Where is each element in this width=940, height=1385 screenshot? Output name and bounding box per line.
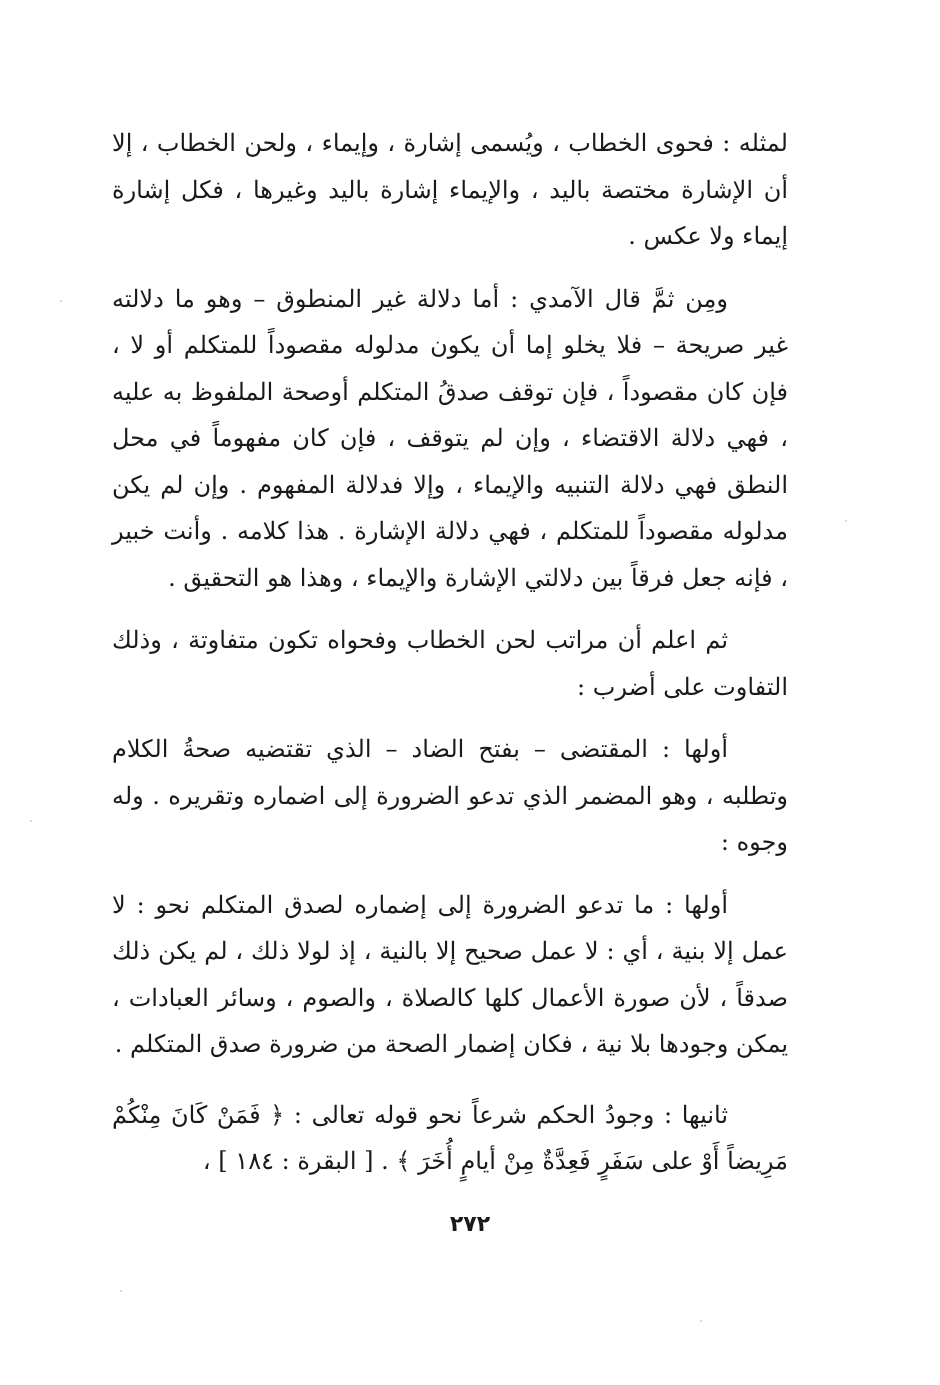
scan-speck bbox=[120, 1290, 122, 1292]
paragraph-3: ثم اعلم أن مراتب لحن الخطاب وفحواه تكون متفاوتة ، وذلك التفاوت على أضرب : bbox=[112, 626, 788, 701]
paragraph-6: ثانيها : وجودُ الحكم شرعاً نحو قوله تعالى : ﴿ فَمَنْ كَانَ مِنْكُمْ مَرِيضاً أَوْ على سَفَرٍ فَعِدَّةٌ مِنْ أيامٍ أُخَرَ ﴾ . [ البقرة : ١٨٤ ] ، bbox=[112, 1100, 788, 1175]
paragraph-2: ومِن ثمَّ قال الآمدي : أما دلالة غير المنطوق – وهو ما دلالته غير صريحة – فلا يخلو إما أن يكون مدلوله مقصوداً للمتكلم أو لا ، فإن كان مقصوداً ، فإن توقف صدقُ المتكلم أوصحة الملفوظ به عليه ، فهي دلالة الاقتضاء ، وإن لم يتوقف ، فإن كان مفهوماً في محل النطق فهي دلالة التنبيه والإيماء ، وإلا فدلالة المفهوم . وإن لم يكن مدلوله مقصوداً للمتكلم ، فهي دلالة الإشارة . هذا كلامه . وأنت خبير ، فإنه جعل فرقاً بين دلالتي الإشارة والإيماء ، وهذا هو التحقيق . bbox=[112, 284, 789, 592]
paragraph-4: أولها : المقتضى – بفتح الضاد – الذي تقتضيه صحةُ الكلام وتطلبه ، وهو المضمر الذي تدعو الضرورة إلى اضماره وتقريره . وله وجوه : bbox=[112, 735, 788, 856]
scan-speck bbox=[60, 300, 62, 302]
paragraph-1: لمثله : فحوى الخطاب ، ويُسمى إشارة ، وإيماء ، ولحن الخطاب ، إلا أن الإشارة مختصة باليد ، والإيماء إشارة باليد وغيرها ، فكل إشارة إيماء ولا عكس . bbox=[112, 129, 788, 250]
scan-speck bbox=[30, 820, 32, 822]
body-text bbox=[112, 120, 788, 1201]
page-number: ٢٧٢ bbox=[449, 1212, 491, 1237]
paragraph-5: أولها : ما تدعو الضرورة إلى إضماره لصدق المتكلم نحو : لا عمل إلا بنية ، أي : لا عمل صحيح إلا بالنية ، إذ لولا ذلك ، لم يكن ذلك صدقاً ، لأن صورة الأعمال كلها كالصلاة ، والصوم ، وسائر العبادات ، يمكن وجودها بلا نية ، فكان إضمار الصحة من ضرورة صدق المتكلم . bbox=[112, 890, 788, 1058]
scan-speck bbox=[700, 1320, 702, 1322]
scan-speck bbox=[845, 520, 847, 522]
